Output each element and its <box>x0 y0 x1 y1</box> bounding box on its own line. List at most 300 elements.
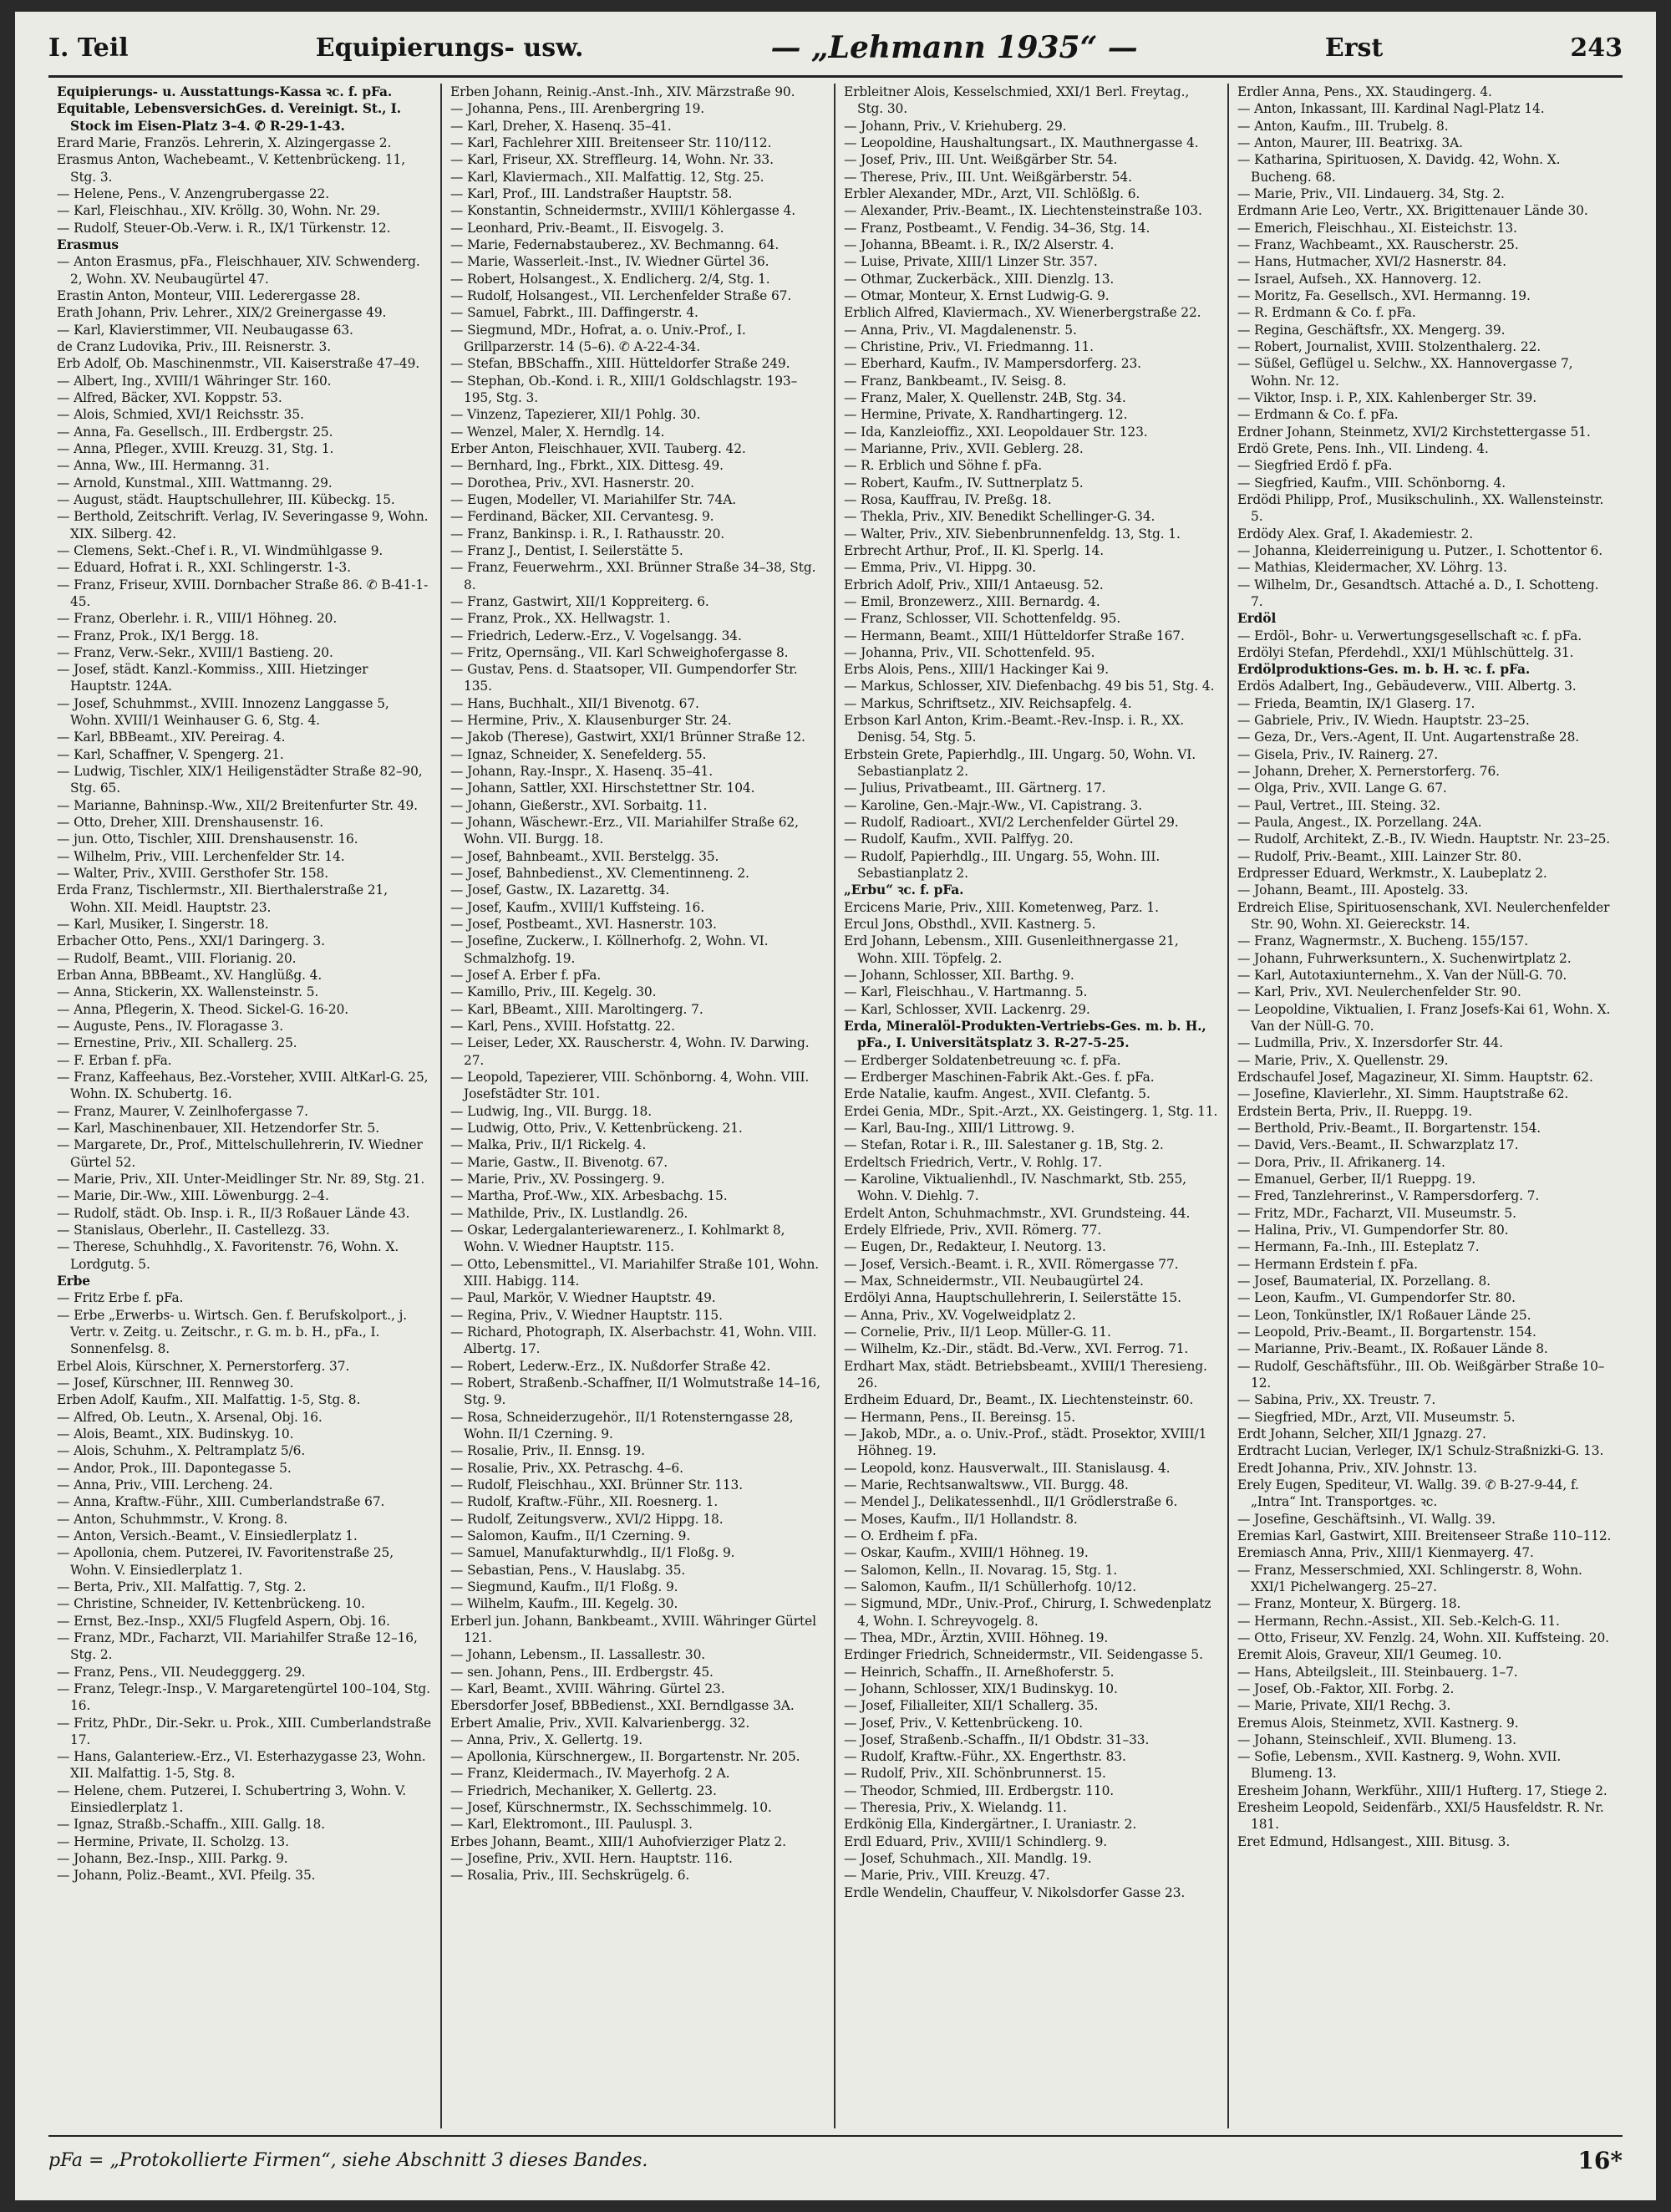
directory-entry: — Josef, Priv., V. Kettenbrückeng. 10. <box>844 1715 1219 1731</box>
directory-entry: Erdpresser Eduard, Werkmstr., X. Laubeplatz 2. <box>1237 866 1547 882</box>
directory-entry: — Anton, Versich.-Beamt., V. Einsiedlerplatz 1. <box>57 1528 432 1544</box>
directory-entry: — Franz, Gastwirt, XII/1 Koppreiterg. 6. <box>450 593 825 610</box>
directory-entry: Erbs Alois, Pens., XIII/1 Hackinger Kai 9. <box>844 662 1110 678</box>
directory-entry: — Karl, Elektromont., III. Pauluspl. 3. <box>450 1816 825 1833</box>
directory-entry: — Johann, Dreher, X. Pernerstorferg. 76. <box>1237 763 1614 780</box>
directory-entry: Erbrich Adolf, Priv., XIII/1 Antaeusg. 52. <box>844 577 1104 592</box>
directory-entry: — Johanna, Pens., III. Arenbergring 19. <box>450 100 825 117</box>
directory-entry: — Marianne, Bahninsp.-Ww., XII/2 Breitenfurter Str. 49. <box>57 797 432 814</box>
directory-entry: — Anna, Priv., XV. Vogelweidplatz 2. <box>844 1307 1219 1324</box>
directory-entry: Erda Franz, Tischlermstr., XII. Bierthalerstraße 21, Wohn. XII. Meidl. Hauptstr. 23. <box>57 882 388 915</box>
directory-entry: — Karl, Prof., III. Landstraßer Hauptstr. 58. <box>450 186 825 202</box>
directory-entry: — Rudolf, Fleischhau., XXI. Brünner Str. 113. <box>450 1477 825 1493</box>
directory-entry: — Anton, Schuhmmstr., V. Krong. 8. <box>57 1511 432 1528</box>
directory-entry: Eresheim Johann, Werkführ., XIII/1 Hufterg. 17, Stiege 2. <box>1237 1782 1608 1798</box>
directory-entry: — Karl, Schlosser, XVII. Lackenrg. 29. <box>844 1001 1219 1018</box>
directory-entry: — Moses, Kaufm., II/1 Hollandstr. 8. <box>844 1511 1219 1528</box>
directory-entry: — Karl, Priv., XVI. Neulerchenfelder Str. 90. <box>1237 984 1614 1000</box>
directory-entry: — Siegfried, Kaufm., VIII. Schönborng. 4. <box>1237 475 1614 491</box>
directory-entry: — Mendel J., Delikatessenhdl., II/1 Grödlerstraße 6. <box>844 1493 1219 1510</box>
directory-entry: — Andor, Prok., III. Dapontegasse 5. <box>57 1460 432 1477</box>
directory-entry: — Siegmund, Kaufm., II/1 Floßg. 9. <box>450 1579 825 1595</box>
directory-entry: — Marianne, Priv., XVII. Geblerg. 28. <box>844 440 1219 457</box>
directory-entry: Erard Marie, Französ. Lehrerin, X. Alzingergasse 2. <box>57 135 392 150</box>
directory-entry: Eremiasch Anna, Priv., XIII/1 Kienmayerg. 47. <box>1237 1545 1534 1561</box>
directory-entry: — Stephan, Ob.-Kond. i. R., XIII/1 Goldschlagstr. 193–195, Stg. 3. <box>450 373 825 407</box>
directory-entry: Erbler Alexander, MDr., Arzt, VII. Schlößlg. 6. <box>844 186 1140 201</box>
directory-entry: — Franz, MDr., Facharzt, VII. Mariahilfer Straße 12–16, Stg. 2. <box>57 1630 432 1664</box>
directory-entry: — Robert, Lederw.-Erz., IX. Nußdorfer Straße 42. <box>450 1358 825 1375</box>
directory-entry: — Franz, Bankbeamt., IV. Seisg. 8. <box>844 373 1219 389</box>
directory-entry: — R. Erdmann & Co. f. pFa. <box>1237 304 1614 321</box>
directory-entry: — Berthold, Zeitschrift. Verlag, IV. Severingasse 9, Wohn. XIX. Silberg. 42. <box>57 508 432 542</box>
directory-entry: — Rudolf, Zeitungsverw., XVI/2 Hippg. 18. <box>450 1511 825 1528</box>
directory-entry: — Emanuel, Gerber, II/1 Rueppg. 19. <box>1237 1171 1614 1187</box>
directory-entry: — Samuel, Fabrkt., III. Daffingerstr. 4. <box>450 304 825 321</box>
directory-entry: — Ludwig, Otto, Priv., V. Kettenbrückeng. 21. <box>450 1120 825 1137</box>
directory-entry: Erdkönig Ella, Kindergärtner., I. Uraniastr. 2. <box>844 1817 1137 1833</box>
directory-entry: — Paula, Angest., IX. Porzellang. 24A. <box>1237 814 1614 831</box>
directory-entry: — Cornelie, Priv., II/1 Leop. Müller-G. 11. <box>844 1324 1219 1340</box>
directory-entry: — Alfred, Bäcker, XVI. Koppstr. 53. <box>57 389 432 406</box>
directory-entry: — Josef, Kaufm., XVIII/1 Kuffsteing. 16. <box>450 899 825 916</box>
directory-entry: Erdt Johann, Selcher, XII/1 Jgnazg. 27. <box>1237 1426 1486 1442</box>
directory-entry: — Franz J., Dentist, I. Seilerstätte 5. <box>450 542 825 559</box>
directory-entry: — Paul, Vertret., III. Steing. 32. <box>1237 797 1614 814</box>
directory-entry: Erdödi Philipp, Prof., Musikschulinh., XX. Wallensteinstr. 5. <box>1237 491 1604 525</box>
directory-entry: — Alfred, Ob. Leutn., X. Arsenal, Obj. 16. <box>57 1409 432 1426</box>
directory-entry: — Johann, Poliz.-Beamt., XVI. Pfeilg. 35. <box>57 1867 432 1884</box>
directory-entry: — Marie, Gastw., II. Bivenotg. 67. <box>450 1154 825 1171</box>
directory-entry: — Fritz, PhDr., Dir.-Sekr. u. Prok., XIII. Cumberlandstraße 17. <box>57 1715 432 1749</box>
directory-entry: Erdely Elfriede, Priv., XVII. Römerg. 77. <box>844 1222 1102 1238</box>
directory-entry: — Johann, Ray.-Inspr., X. Hasenq. 35–41. <box>450 763 825 780</box>
directory-entry: — Josef, städt. Kanzl.-Kommiss., XIII. Hietzinger Hauptstr. 124A. <box>57 661 432 695</box>
directory-entry: — Karoline, Viktualienhdl., IV. Naschmarkt, Stb. 255, Wohn. V. Diehlg. 7. <box>844 1171 1219 1205</box>
directory-entry: — Friedrich, Lederw.-Erz., V. Vogelsangg. 34. <box>450 628 825 644</box>
directory-entry: — Anna, Priv., X. Gellertg. 19. <box>450 1731 825 1748</box>
directory-entry: — Leopold, Priv.-Beamt., II. Borgartenstr. 154. <box>1237 1324 1614 1340</box>
directory-entry: de Cranz Ludovika, Priv., III. Reisnerstr. 3. <box>57 338 332 354</box>
directory-entry: — Franz, Kaffeehaus, Bez.-Vorsteher, XVIII. AltKarl-G. 25, Wohn. IX. Schubertg. 16. <box>57 1069 432 1103</box>
directory-entry: — Josef, Ob.-Faktor, XII. Forbg. 2. <box>1237 1681 1614 1697</box>
directory-entry: Erblich Alfred, Klaviermach., XV. Wienerbergstraße 22. <box>844 305 1201 321</box>
directory-entry: — Apollonia, chem. Putzerei, IV. Favoritenstraße 25, Wohn. V. Einsiedlerplatz 1. <box>57 1544 432 1579</box>
directory-entry: — Hermann, Pens., II. Bereinsg. 15. <box>844 1409 1219 1426</box>
directory-entry: — Anton Erasmus, pFa., Fleischhauer, XIV. Schwenderg. 2, Wohn. XV. Neubaugürtel 47. <box>57 253 432 287</box>
directory-entry: — Josef, Bahnbeamt., XVII. Berstelgg. 35. <box>450 848 825 865</box>
directory-entry: Equitable, LebensversichGes. d. Vereinigt. St., I. Stock im Eisen-Platz 3–4. ✆ R-29-1-43. <box>57 101 402 134</box>
directory-entry: Erbe <box>57 1273 90 1289</box>
directory-entry: — Rosa, Kauffrau, IV. Preßg. 18. <box>844 491 1219 508</box>
directory-entry: — Otto, Dreher, XIII. Drenshausenstr. 16. <box>57 814 432 831</box>
directory-entry: — Mathias, Kleidermacher, XV. Löhrg. 13. <box>1237 559 1614 576</box>
directory-entry: Erdl Eduard, Priv., XVIII/1 Schindlerg. 9. <box>844 1833 1108 1849</box>
directory-entry: — Siegmund, MDr., Hofrat, a. o. Univ.-Prof., I. Grillparzerstr. 14 (5–6). ✆ A-22-4-34. <box>450 322 825 356</box>
directory-entry: Erath Johann, Priv. Lehrer., XIX/2 Greinergasse 49. <box>57 305 387 321</box>
directory-entry: — Erbe „Erwerbs- u. Wirtsch. Gen. f. Berufskolport., j. Vertr. v. Zeitg. u. Zeitschr., r. G. m. b. H., pFa., I. Sonnenfelsg. 8. <box>57 1307 432 1358</box>
directory-entry: — Anna, Kraftw.-Führ., XIII. Cumberlandstraße 67. <box>57 1493 432 1510</box>
directory-entry: Erbel Alois, Kürschner, X. Pernerstorferg. 37. <box>57 1358 350 1374</box>
directory-entry: — Karl, Autotaxiunternehm., X. Van der Nüll-G. 70. <box>1237 967 1614 984</box>
directory-entry: — Israel, Aufseh., XX. Hannoverg. 12. <box>1237 271 1614 287</box>
directory-entry: — Leopold, Tapezierer, VIII. Schönborng. 4, Wohn. VIII. Josefstädter Str. 101. <box>450 1069 825 1103</box>
directory-entry: — Johann, Beamt., III. Apostelg. 33. <box>1237 882 1614 898</box>
directory-entry: — Johann, Gießerstr., XVI. Sorbaitg. 11. <box>450 797 825 814</box>
directory-entry: — Thea, MDr., Ärztin, XVIII. Höhneg. 19. <box>844 1630 1219 1646</box>
directory-entry: — Ida, Kanzleioffiz., XXI. Leopoldauer Str. 123. <box>844 424 1219 440</box>
directory-entry: — Rudolf, Holsangest., VII. Lerchenfelder Straße 67. <box>450 287 825 304</box>
directory-entry: — Leopoldine, Viktualien, I. Franz Josefs-Kai 61, Wohn. X. Van der Nüll-G. 70. <box>1237 1001 1614 1035</box>
part-label: I. Teil <box>48 33 129 63</box>
directory-entry: — Bernhard, Ing., Fbrkt., XIX. Dittesg. 49. <box>450 457 825 474</box>
directory-entry: — Franz, Wachbeamt., XX. Rauscherstr. 25. <box>1237 236 1614 253</box>
directory-entry: — Hans, Hutmacher, XVI/2 Hasnerstr. 84. <box>1237 253 1614 270</box>
directory-entry: — Richard, Photograph, IX. Alserbachstr. 41, Wohn. VIII. Albertg. 17. <box>450 1324 825 1358</box>
directory-entry: — Vinzenz, Tapezierer, XII/1 Pohlg. 30. <box>450 406 825 423</box>
directory-entry: — Hermann, Rechn.-Assist., XII. Seb.-Kelch-G. 11. <box>1237 1613 1614 1630</box>
directory-entry: — Franz, Bankinsp. i. R., I. Rathausstr. 20. <box>450 526 825 542</box>
directory-entry: — Helene, Pens., V. Anzengrubergasse 22. <box>57 186 432 202</box>
directory-entry: — Leonhard, Priv.-Beamt., II. Eisvogelg. 3. <box>450 220 825 236</box>
directory-entry: Erbacher Otto, Pens., XXI/1 Daringerg. 3. <box>57 933 325 949</box>
directory-entry: Erdreich Elise, Spirituosenschank, XVI. Neulerchenfelder Str. 90, Wohn. XI. Geiereckstr. 14. <box>1237 899 1610 933</box>
directory-entry: — Franz, Maurer, V. Zeinlhofergasse 7. <box>57 1103 432 1120</box>
directory-entry: — Regina, Geschäftsfr., XX. Mengerg. 39. <box>1237 322 1614 338</box>
directory-entry: — Anton, Inkassant, III. Kardinal Nagl-Platz 14. <box>1237 100 1614 117</box>
directory-entry: — Marie, Priv., VIII. Kreuzg. 47. <box>844 1867 1219 1884</box>
directory-entry: — Hermine, Private, II. Scholzg. 13. <box>57 1833 432 1850</box>
directory-entry: — jun. Otto, Tischler, XIII. Drenshausenstr. 16. <box>57 831 432 847</box>
directory-entry: — Helene, chem. Putzerei, I. Schubertring 3, Wohn. V. Einsiedlerplatz 1. <box>57 1782 432 1817</box>
directory-entry: — Johann, Schlosser, XII. Barthg. 9. <box>844 967 1219 984</box>
directory-entry: — Rosalie, Priv., II. Ennsg. 19. <box>450 1442 825 1459</box>
directory-entry: Erda, Mineralöl-Produkten-Vertriebs-Ges. m. b. H., pFa., I. Universitätsplatz 3. R-27-5-25. <box>844 1019 1206 1051</box>
directory-entry: Erd Johann, Lebensm., XIII. Gusenleithnergasse 21, Wohn. XIII. Töpfelg. 2. <box>844 933 1179 966</box>
directory-entry: — Josefine, Geschäftsinh., VI. Wallg. 39. <box>1237 1511 1614 1528</box>
directory-entry: — Frieda, Beamtin, IX/1 Glaserg. 17. <box>1237 695 1614 712</box>
directory-entry: — Karl, Dreher, X. Hasenq. 35–41. <box>450 118 825 135</box>
directory-entry: — Franz, Kleidermach., IV. Mayerhofg. 2 A. <box>450 1765 825 1782</box>
directory-entry: Erdölyi Anna, Hauptschullehrerin, I. Seilerstätte 15. <box>844 1290 1181 1306</box>
directory-entry: — F. Erban f. pFa. <box>57 1052 432 1069</box>
directory-entry: — Rudolf, Kraftw.-Führ., XII. Roesnerg. 1. <box>450 1493 825 1510</box>
directory-entry: — Franz, Schlosser, VII. Schottenfeldg. 95. <box>844 610 1219 627</box>
directory-entry: — Max, Schneidermstr., VII. Neubaugürtel 24. <box>844 1273 1219 1289</box>
column-3 <box>836 84 1229 2128</box>
directory-entry: Equipierungs- u. Ausstattungs-Kassa ꝛc. f. pFa. <box>57 84 393 99</box>
directory-entry: — Anton, Kaufm., III. Trubelg. 8. <box>1237 118 1614 135</box>
directory-entry: — Anton, Maurer, III. Beatrixg. 3A. <box>1237 135 1614 151</box>
column-4 <box>1229 84 1623 2128</box>
directory-entry: — Johann, Lebensm., II. Lassallestr. 30. <box>450 1646 825 1663</box>
directory-entry: — Karl, Fleischhau., XIV. Kröllg. 30, Wohn. Nr. 29. <box>57 202 432 219</box>
directory-entry: — David, Vers.-Beamt., II. Schwarzplatz 17. <box>1237 1137 1614 1153</box>
directory-entry: — Hermine, Priv., X. Klausenburger Str. 24. <box>450 712 825 729</box>
directory-entry: — Emil, Bronzewerz., XIII. Bernardg. 4. <box>844 593 1219 610</box>
directory-entry: Erasmus Anton, Wachebeamt., V. Kettenbrückeng. 11, Stg. 3. <box>57 152 406 185</box>
directory-entry: — R. Erblich und Söhne f. pFa. <box>844 457 1219 474</box>
directory-entry: Erdei Genia, MDr., Spit.-Arzt., XX. Geistingerg. 1, Stg. 11. <box>844 1103 1218 1119</box>
directory-entry: — Salomon, Kaufm., II/1 Schüllerhofg. 10/12. <box>844 1579 1219 1595</box>
directory-entry: — Fritz Erbe f. pFa. <box>57 1289 432 1306</box>
directory-entry: — Josef, Schuhmmst., XVIII. Innozenz Langgasse 5, Wohn. XVIII/1 Weinhauser G. 6, Stg. 4. <box>57 695 432 730</box>
directory-entry: — Viktor, Insp. i. P., XIX. Kahlenberger Str. 39. <box>1237 389 1614 406</box>
directory-entry: — Süßel, Geflügel u. Selchw., XX. Hannovergasse 7, Wohn. Nr. 12. <box>1237 355 1614 389</box>
directory-entry: Erdölproduktions-Ges. m. b. H. ꝛc. f. pFa. <box>1237 662 1531 678</box>
directory-entry: — Franz, Messerschmied, XXI. Schlingerstr. 8, Wohn. XXI/1 Pichelwangerg. 25–27. <box>1237 1562 1614 1596</box>
directory-entry: — Anna, Stickerin, XX. Wallensteinstr. 5. <box>57 984 432 1000</box>
directory-entry: — Johann, Bez.-Insp., XIII. Parkg. 9. <box>57 1850 432 1867</box>
directory-entry: — Wilhelm, Dr., Gesandtsch. Attaché a. D., I. Schotteng. 7. <box>1237 577 1614 611</box>
directory-entry: — Martha, Prof.-Ww., XIX. Arbesbachg. 15. <box>450 1187 825 1204</box>
directory-entry: — Markus, Schriftsetz., XIV. Reichsapfelg. 4. <box>844 695 1219 712</box>
directory-entry: — Marie, Wasserleit.-Inst., IV. Wiedner Gürtel 36. <box>450 253 825 270</box>
directory-entry: — Alois, Schuhm., X. Peltramplatz 5/6. <box>57 1442 432 1459</box>
directory-entry: Eremus Alois, Steinmetz, XVII. Kastnerg. 9. <box>1237 1715 1519 1731</box>
directory-entry: Erben Adolf, Kaufm., XII. Malfattig. 1-5, Stg. 8. <box>57 1392 361 1408</box>
directory-entry: — Rudolf, Priv.-Beamt., XIII. Lainzer Str. 80. <box>1237 848 1614 865</box>
directory-entry: — Regina, Priv., V. Wiedner Hauptstr. 115. <box>450 1307 825 1324</box>
directory-entry: — Fritz, MDr., Facharzt, VII. Museumstr. 5. <box>1237 1205 1614 1222</box>
directory-entry: — Siegfried, MDr., Arzt, VII. Museumstr. 5. <box>1237 1409 1614 1426</box>
directory-entry: Erb Adolf, Ob. Maschinenmstr., VII. Kaiserstraße 47–49. <box>57 356 420 372</box>
directory-entry: — Otmar, Monteur, X. Ernst Ludwig-G. 9. <box>844 287 1219 304</box>
directory-entry: — Josef, Baumaterial, IX. Porzellang. 8. <box>1237 1273 1614 1289</box>
directory-entry: — Hermann Erdstein f. pFa. <box>1237 1256 1614 1273</box>
directory-entry: Erasmus <box>57 236 119 252</box>
directory-entry: — Josef, Kürschnermstr., IX. Sechsschimmelg. 10. <box>450 1799 825 1816</box>
directory-entry: — Johanna, Priv., VII. Schottenfeld. 95. <box>844 644 1219 661</box>
directory-entry: Erdmann Arie Leo, Vertr., XX. Brigittenauer Lände 30. <box>1237 203 1588 219</box>
directory-entry: Ebersdorfer Josef, BBBedienst., XXI. Berndlgasse 3A. <box>450 1698 795 1714</box>
directory-entry: — Franz, Oberlehr. i. R., VIII/1 Höhneg. 20. <box>57 610 432 627</box>
directory-entry: — Walter, Priv., XVIII. Gersthofer Str. 158. <box>57 865 432 882</box>
directory-entry: — Anna, Priv., VIII. Lercheng. 24. <box>57 1477 432 1493</box>
directory-entry: — Johann, Fuhrwerksuntern., X. Suchenwirtplatz 2. <box>1237 950 1614 967</box>
directory-entry: — Robert, Straßenb.-Schaffner, II/1 Wolmutstraße 14–16, Stg. 9. <box>450 1375 825 1409</box>
entry-columns <box>48 84 1623 2128</box>
directory-entry: Erdös Adalbert, Ing., Gebäudeverw., VIII. Albertg. 3. <box>1237 679 1577 694</box>
directory-entry: — Johann, Schlosser, XIX/1 Budinskyg. 10. <box>844 1681 1219 1697</box>
directory-entry: — Stefan, Rotar i. R., III. Salestaner g. 1B, Stg. 2. <box>844 1137 1219 1153</box>
range-label: Erst <box>1324 33 1384 63</box>
directory-entry: — Franz, Verw.-Sekr., XVIII/1 Bastieng. 20. <box>57 644 432 661</box>
directory-entry: — Eberhard, Kaufm., IV. Mampersdorferg. 23. <box>844 355 1219 372</box>
directory-entry: — Anna, Pflegerin, X. Theod. Sickel-G. 16-20. <box>57 1001 432 1018</box>
directory-entry: — Karl, Bau-Ing., XIII/1 Littrowg. 9. <box>844 1120 1219 1137</box>
directory-entry: — Rudolf, Geschäftsführ., III. Ob. Weißgärber Straße 10–12. <box>1237 1358 1614 1392</box>
directory-entry: — Erdberger Soldatenbetreuung ꝛc. f. pFa. <box>844 1052 1219 1069</box>
directory-entry: Erbert Amalie, Priv., XVII. Kalvarienbergg. 32. <box>450 1715 750 1731</box>
directory-entry: — Josef, Gastw., IX. Lazarettg. 34. <box>450 882 825 898</box>
directory-entry: — Malka, Priv., II/1 Rickelg. 4. <box>450 1137 825 1153</box>
directory-entry: — Rudolf, Architekt, Z.-B., IV. Wiedn. Hauptstr. Nr. 23–25. <box>1237 831 1614 847</box>
directory-entry: — Kamillo, Priv., III. Kegelg. 30. <box>450 984 825 1000</box>
directory-entry: — Ernst, Bez.-Insp., XXI/5 Flugfeld Aspern, Obj. 16. <box>57 1613 432 1630</box>
directory-entry: — Geza, Dr., Vers.-Agent, II. Unt. Augartenstraße 28. <box>1237 729 1614 745</box>
directory-entry: — Leiser, Leder, XX. Rauscherstr. 4, Wohn. IV. Darwing. 27. <box>450 1035 825 1069</box>
directory-entry: — Karl, Maschinenbauer, XII. Hetzendorfer Str. 5. <box>57 1120 432 1137</box>
directory-entry: Erbstein Grete, Papierhdlg., III. Ungarg. 50, Wohn. VI. Sebastianplatz 2. <box>844 746 1196 780</box>
directory-entry: — Gabriele, Priv., IV. Wiedn. Hauptstr. 23–25. <box>1237 712 1614 729</box>
directory-entry: — Franz, Postbeamt., V. Fendig. 34–36, Stg. 14. <box>844 220 1219 236</box>
directory-entry: — Theresia, Priv., X. Wielandg. 11. <box>844 1799 1219 1816</box>
directory-entry: — Johanna, BBeamt. i. R., IX/2 Alserstr. 4. <box>844 236 1219 253</box>
directory-entry: Erdinger Friedrich, Schneidermstr., VII. Seidengasse 5. <box>844 1647 1203 1663</box>
page-footer <box>48 2135 1623 2184</box>
directory-entry: — Sofie, Lebensm., XVII. Kastnerg. 9, Wohn. XVII. Blumeng. 13. <box>1237 1748 1614 1782</box>
directory-entry: — Salomon, Kelln., II. Novarag. 15, Stg. 1. <box>844 1562 1219 1579</box>
directory-entry: — Franz, Maler, X. Quellenstr. 24B, Stg. 34. <box>844 389 1219 406</box>
directory-entry: — Albert, Ing., XVIII/1 Währinger Str. 160. <box>57 373 432 389</box>
directory-entry: Erdschaufel Josef, Magazineur, XI. Simm. Hauptstr. 62. <box>1237 1070 1593 1086</box>
directory-entry: — Karl, Schaffner, V. Spengerg. 21. <box>57 746 432 763</box>
column-2 <box>442 84 836 2128</box>
directory-entry: — Eduard, Hofrat i. R., XXI. Schlingerstr. 1-3. <box>57 559 432 576</box>
directory-entry: Erbson Karl Anton, Krim.-Beamt.-Rev.-Insp. i. R., XX. Denisg. 54, Stg. 5. <box>844 713 1185 745</box>
directory-entry: Erastin Anton, Monteur, VIII. Lederergasse 28. <box>57 287 361 303</box>
directory-entry: — August, städt. Hauptschullehrer, III. Kübeckg. 15. <box>57 491 432 508</box>
directory-entry: — Erdmann & Co. f. pFa. <box>1237 406 1614 423</box>
directory-entry: — Marie, Priv., X. Quellenstr. 29. <box>1237 1052 1614 1069</box>
directory-entry: — Thekla, Priv., XIV. Benedikt Schellinger-G. 34. <box>844 508 1219 525</box>
directory-entry: — Franz, Friseur, XVIII. Dornbacher Straße 86. ✆ B-41-1-45. <box>57 577 432 611</box>
directory-entry: — Marie, Private, XII/1 Rechg. 3. <box>1237 1697 1614 1714</box>
directory-entry: — Apollonia, Kürschnergew., II. Borgartenstr. Nr. 205. <box>450 1748 825 1765</box>
directory-entry: Erdstein Berta, Priv., II. Rueppg. 19. <box>1237 1103 1473 1119</box>
directory-entry: — Heinrich, Schaffn., II. Arneßhoferstr. 5. <box>844 1664 1219 1681</box>
directory-entry: — Karl, BBBeamt., XIV. Pereirag. 4. <box>57 729 432 745</box>
directory-entry: Erben Johann, Reinig.-Anst.-Inh., XIV. Märzstraße 90. <box>450 84 795 99</box>
directory-entry: Erde Natalie, kaufm. Angest., XVII. Clefantg. 5. <box>844 1086 1150 1102</box>
directory-entry: — Paul, Markör, V. Wiedner Hauptstr. 49. <box>450 1289 825 1306</box>
directory-entry: Eredt Johanna, Priv., XIV. Johnstr. 13. <box>1237 1460 1477 1476</box>
directory-entry: — Emerich, Fleischhau., XI. Eisteichstr. 13. <box>1237 220 1614 236</box>
directory-entry: — Franz, Prok., XX. Hellwagstr. 1. <box>450 610 825 627</box>
directory-entry: — Karl, Fleischhau., V. Hartmanng. 5. <box>844 984 1219 1000</box>
directory-entry: — sen. Johann, Pens., III. Erdbergstr. 45. <box>450 1664 825 1681</box>
directory-entry: — Anna, Priv., VI. Magdalenenstr. 5. <box>844 322 1219 338</box>
directory-entry: — Hermann, Fa.-Inh., III. Esteplatz 7. <box>1237 1238 1614 1255</box>
directory-entry: — Leon, Kaufm., VI. Gumpendorfer Str. 80. <box>1237 1289 1614 1306</box>
directory-entry: — Christine, Priv., VI. Friedmanng. 11. <box>844 338 1219 355</box>
directory-entry: — Otto, Friseur, XV. Fenzlg. 24, Wohn. XII. Kuffsteing. 20. <box>1237 1630 1614 1646</box>
directory-entry: — Olga, Priv., XVII. Lange G. 67. <box>1237 780 1614 796</box>
directory-entry: — Alois, Beamt., XIX. Budinskyg. 10. <box>57 1426 432 1442</box>
directory-entry: — Karl, Klaviermach., XII. Malfattig. 12, Stg. 25. <box>450 169 825 186</box>
directory-entry: — Wilhelm, Kz.-Dir., städt. Bd.-Verw., XVI. Ferrog. 71. <box>844 1340 1219 1357</box>
directory-entry: — Luise, Private, XIII/1 Linzer Str. 357. <box>844 253 1219 270</box>
directory-entry: — Anna, Fa. Gesellsch., III. Erdbergstr. 25. <box>57 424 432 440</box>
directory-entry: — Franz, Wagnermstr., X. Bucheng. 155/157. <box>1237 933 1614 949</box>
directory-entry: — Rudolf, städt. Ob. Insp. i. R., II/3 Roßauer Lände 43. <box>57 1205 432 1222</box>
directory-entry: — Hans, Abteilgsleit., III. Steinbauerg. 1–7. <box>1237 1664 1614 1681</box>
directory-entry: — Markus, Schlosser, XIV. Diefenbachg. 49 bis 51, Stg. 4. <box>844 678 1219 694</box>
directory-entry: — Josef A. Erber f. pFa. <box>450 967 825 984</box>
directory-entry: Erdelt Anton, Schuhmachmstr., XVI. Grundsteing. 44. <box>844 1205 1191 1221</box>
directory-entry: — Josefine, Priv., XVII. Hern. Hauptstr. 116. <box>450 1850 825 1867</box>
page-header <box>48 23 1623 72</box>
directory-entry: Erdler Anna, Pens., XX. Staudingerg. 4. <box>1237 84 1492 99</box>
directory-entry: — Leon, Tonkünstler, IX/1 Roßauer Lände 25. <box>1237 1307 1614 1324</box>
directory-entry: — Josefine, Zuckerw., I. Köllnerhofg. 2, Wohn. VI. Schmalzhofg. 19. <box>450 933 825 967</box>
directory-entry: — Josefine, Klavierlehr., XI. Simm. Hauptstraße 62. <box>1237 1086 1614 1102</box>
directory-entry: — Karl, Fachlehrer XIII. Breitenseer Str. 110/112. <box>450 135 825 151</box>
directory-entry: — Rudolf, Radioart., XVI/2 Lerchenfelder Gürtel 29. <box>844 814 1219 831</box>
directory-entry: — Leopold, konz. Hausverwalt., III. Stanislausg. 4. <box>844 1460 1219 1477</box>
directory-entry: — Gustav, Pens. d. Staatsoper, VII. Gumpendorfer Str. 135. <box>450 661 825 695</box>
directory-entry: — Hans, Buchhalt., XII/1 Bivenotg. 67. <box>450 695 825 712</box>
directory-entry: — Halina, Priv., VI. Gumpendorfer Str. 80. <box>1237 1222 1614 1238</box>
directory-entry: — Friedrich, Mechaniker, X. Gellertg. 23. <box>450 1782 825 1799</box>
directory-entry: — Moritz, Fa. Gesellsch., XVI. Hermanng. 19. <box>1237 287 1614 304</box>
directory-entry: — Erdberger Maschinen-Fabrik Akt.-Ges. f. pFa. <box>844 1069 1219 1086</box>
directory-entry: — Rosalie, Priv., XX. Petraschg. 4–6. <box>450 1460 825 1477</box>
directory-entry: — Konstantin, Schneidermstr., XVIII/1 Köhlergasse 4. <box>450 202 825 219</box>
book-title: — „Lehmann 1935“ — <box>770 30 1138 65</box>
directory-entry: — Johann, Priv., V. Kriehuberg. 29. <box>844 118 1219 135</box>
directory-entry: — Ignaz, Straßb.-Schaffn., XIII. Gallg. 18. <box>57 1816 432 1833</box>
directory-entry: — Anna, Ww., III. Hermanng. 31. <box>57 457 432 474</box>
directory-entry: Erdtracht Lucian, Verleger, IX/1 Schulz-Straßnizki-G. 13. <box>1237 1443 1604 1459</box>
directory-entry: — Alexander, Priv.-Beamt., IX. Liechtensteinstraße 103. <box>844 202 1219 219</box>
directory-entry: — Berta, Priv., XII. Malfattig. 7, Stg. 2. <box>57 1579 432 1595</box>
directory-entry: — Marie, Priv., XII. Unter-Meidlinger Str. Nr. 89, Stg. 21. <box>57 1171 432 1187</box>
directory-entry: — Karl, BBeamt., XIII. Maroltingerg. 7. <box>450 1001 825 1018</box>
directory-entry: — Josef, Priv., III. Unt. Weißgärber Str. 54. <box>844 151 1219 168</box>
directory-entry: Erdöl <box>1237 611 1277 627</box>
directory-page <box>15 12 1656 2200</box>
section-label: Equipierungs- usw. <box>315 33 584 63</box>
directory-entry: — Mathilde, Priv., IX. Lustlandlg. 26. <box>450 1205 825 1222</box>
directory-entry: — Stanislaus, Oberlehr., II. Castellezg. 33. <box>57 1222 432 1238</box>
directory-entry: — Ludmilla, Priv., X. Inzersdorfer Str. 44. <box>1237 1035 1614 1051</box>
directory-entry: — Theodor, Schmied, III. Erdbergstr. 110. <box>844 1782 1219 1799</box>
directory-entry: — Gisela, Priv., IV. Rainerg. 27. <box>1237 746 1614 763</box>
directory-entry: — Josef, Bahnbedienst., XV. Clementinneng. 2. <box>450 865 825 882</box>
directory-entry: — Marie, Rechtsanwaltsww., VII. Burgg. 48. <box>844 1477 1219 1493</box>
directory-entry: „Erbu“ ꝛc. f. pFa. <box>844 882 964 898</box>
directory-entry: — Alois, Schmied, XVI/1 Reichsstr. 35. <box>57 406 432 423</box>
directory-entry: — Ernestine, Priv., XII. Schallerg. 25. <box>57 1035 432 1051</box>
directory-entry: Erberl jun. Johann, Bankbeamt., XVIII. Währinger Gürtel 121. <box>450 1613 816 1645</box>
column-1 <box>48 84 442 2128</box>
directory-entry: — Auguste, Pens., IV. Floragasse 3. <box>57 1018 432 1035</box>
directory-entry: Ercul Jons, Obsthdl., XVII. Kastnerg. 5. <box>844 917 1096 933</box>
directory-entry: — Marianne, Priv.-Beamt., IX. Roßauer Lände 8. <box>1237 1340 1614 1357</box>
directory-entry: — Arnold, Kunstmal., XIII. Wattmanng. 29. <box>57 475 432 491</box>
directory-entry: — Hermann, Beamt., XIII/1 Hütteldorfer Straße 167. <box>844 628 1219 644</box>
directory-entry: Erely Eugen, Spediteur, VI. Wallg. 39. ✆ B-27-9-44, f. „Intra“ Int. Transportges. ꝛc. <box>1237 1477 1579 1510</box>
directory-entry: — Samuel, Manufakturwhdlg., II/1 Floßg. 9. <box>450 1544 825 1561</box>
directory-entry: — Dorothea, Priv., XVI. Hasnerstr. 20. <box>450 475 825 491</box>
directory-entry: Eremit Alois, Graveur, XII/1 Geumeg. 10. <box>1237 1647 1502 1663</box>
directory-entry: — Ludwig, Ing., VII. Burgg. 18. <box>450 1103 825 1120</box>
directory-entry: Erdö Grete, Pens. Inh., VII. Lindeng. 4. <box>1237 440 1489 456</box>
header-rule <box>48 75 1623 78</box>
directory-entry: — Othmar, Zuckerbäck., XIII. Dienzlg. 13. <box>844 271 1219 287</box>
directory-entry: — Erdöl-, Bohr- u. Verwertungsgesellschaft ꝛc. f. pFa. <box>1237 628 1614 644</box>
directory-entry: — Josef, Postbeamt., XVI. Hasnerstr. 103. <box>450 916 825 933</box>
directory-entry: — Rudolf, Steuer-Ob.-Verw. i. R., IX/1 Türkenstr. 12. <box>57 220 432 236</box>
directory-entry: — Karoline, Gen.-Majr.-Ww., VI. Capistrang. 3. <box>844 797 1219 814</box>
directory-entry: — Sigmund, MDr., Univ.-Prof., Chirurg, I. Schwedenplatz 4, Wohn. I. Schreyvogelg. 8. <box>844 1595 1219 1630</box>
directory-entry: — Rudolf, Kraftw.-Führ., XX. Engerthstr. 83. <box>844 1748 1219 1765</box>
directory-entry: — Karl, Klavierstimmer, VII. Neubaugasse 63. <box>57 322 432 338</box>
directory-entry: — Eugen, Dr., Redakteur, I. Neutorg. 13. <box>844 1238 1219 1255</box>
directory-entry: — Franz, Telegr.-Insp., V. Margaretengürtel 100–104, Stg. 16. <box>57 1681 432 1715</box>
